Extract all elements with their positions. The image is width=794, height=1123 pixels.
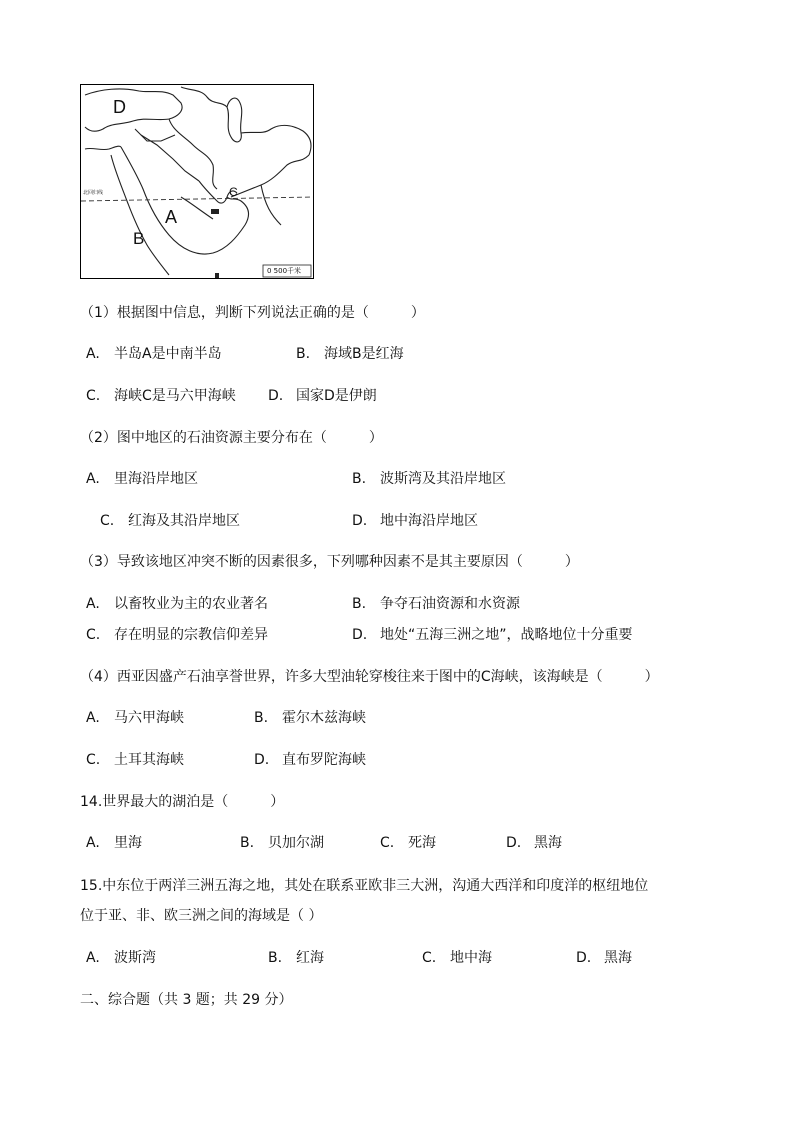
q2-option-d[interactable] [352,510,478,530]
option-key: B. [268,950,283,966]
option-text: 里海沿岸地区 [114,471,198,487]
option-text: 死海 [408,835,436,851]
option-key: B. [254,710,269,726]
option-text: 争夺石油资源和水资源 [380,596,520,612]
map-label-c: C [229,185,238,199]
q4-option-a[interactable] [86,707,184,727]
map-scale: 0 500千米 [267,267,302,275]
q14-option-a[interactable] [86,832,142,852]
option-key: C. [100,513,115,529]
q15-option-c[interactable] [422,947,492,967]
section-heading: 二、综合题（共 3 题；共 29 分） [80,992,293,1008]
option-key: C. [86,627,101,643]
option-text: 地中海 [450,950,492,966]
option-key: A. [86,950,100,966]
option-text: 直布罗陀海峡 [282,752,366,768]
option-text: 国家D是伊朗 [296,388,377,404]
option-text: 黑海 [604,950,632,966]
option-key: D. [352,627,368,643]
option-key: B. [352,596,367,612]
option-key: A. [86,710,100,726]
middle-east-map [80,84,314,279]
option-text: 红海 [296,950,324,966]
option-key: C. [380,835,395,851]
q15-stem-line1: 15.中东位于两洋三洲五海之地，其处在联系亚欧非三大洲，沟通大西洋和印度洋的枢纽地位 [80,878,649,894]
q15-option-d[interactable] [576,947,632,967]
q2-option-a[interactable] [86,468,198,488]
option-text: 海峡C是马六甲海峡 [114,388,236,404]
q1-option-b[interactable] [296,343,404,363]
option-text: 波斯湾及其沿岸地区 [380,471,506,487]
option-text: 半岛A是中南半岛 [114,346,222,362]
option-text: 马六甲海峡 [114,710,184,726]
option-text: 贝加尔湖 [268,835,324,851]
option-text: 土耳其海峡 [114,752,184,768]
q2-option-b[interactable] [352,468,506,488]
q3-option-c[interactable] [86,624,268,644]
option-text: 霍尔木兹海峡 [282,710,366,726]
q2-option-c[interactable] [100,510,240,530]
q3-option-b[interactable] [352,593,520,613]
map-tropic-label: 北回归线 [83,190,104,196]
option-key: D. [506,835,522,851]
option-text: 海域B是红海 [324,346,404,362]
option-key: A. [86,596,100,612]
option-key: B. [240,835,255,851]
option-key: D. [576,950,592,966]
option-text: 以畜牧业为主的农业著名 [114,596,268,612]
q4-option-d[interactable] [254,749,366,769]
option-key: C. [422,950,437,966]
option-text: 黑海 [534,835,562,851]
q1-option-c[interactable] [86,385,236,405]
map-label-a: A [165,207,178,227]
q3-option-d[interactable] [352,624,633,644]
map-label-b: B [133,229,145,248]
q14-option-b[interactable] [240,832,324,852]
q15-option-a[interactable] [86,947,156,967]
option-text: 里海 [114,835,142,851]
q15-stem-line2: 位于亚、非、欧三洲之间的海域是（ ） [80,908,323,924]
option-key: A. [86,346,100,362]
q14-option-d[interactable] [506,832,562,852]
option-text: 红海及其沿岸地区 [128,513,240,529]
q4-option-c[interactable] [86,749,184,769]
option-key: C. [86,388,101,404]
q2-stem: （2）图中地区的石油资源主要分布在（ ） [80,430,383,446]
q14-stem: 14.世界最大的湖泊是（ ） [80,794,285,810]
q14-option-c[interactable] [380,832,436,852]
q4-stem: （4）西亚因盛产石油享誉世界，许多大型油轮穿梭往来于图中的C海峡，该海峡是（ ） [80,669,659,685]
option-key: B. [296,346,311,362]
option-text: 地中海沿岸地区 [380,513,478,529]
option-text: 波斯湾 [114,950,156,966]
option-key: D. [268,388,284,404]
option-text: 地处“五海三洲之地”，战略地位十分重要 [380,627,633,643]
option-key: C. [86,752,101,768]
q3-option-a[interactable] [86,593,268,613]
option-key: B. [352,471,367,487]
q3-stem: （3）导致该地区冲突不断的因素很多，下列哪种因素不是其主要原因（ ） [80,554,579,570]
q1-option-d[interactable] [268,385,377,405]
map-label-d: D [113,97,126,117]
q15-option-b[interactable] [268,947,324,967]
option-key: A. [86,471,100,487]
q1-stem: （1）根据图中信息，判断下列说法正确的是（ ） [80,305,425,321]
q4-option-b[interactable] [254,707,366,727]
q1-option-a[interactable] [86,343,222,363]
option-key: D. [254,752,270,768]
option-key: A. [86,835,100,851]
option-key: D. [352,513,368,529]
option-text: 存在明显的宗教信仰差异 [114,627,268,643]
